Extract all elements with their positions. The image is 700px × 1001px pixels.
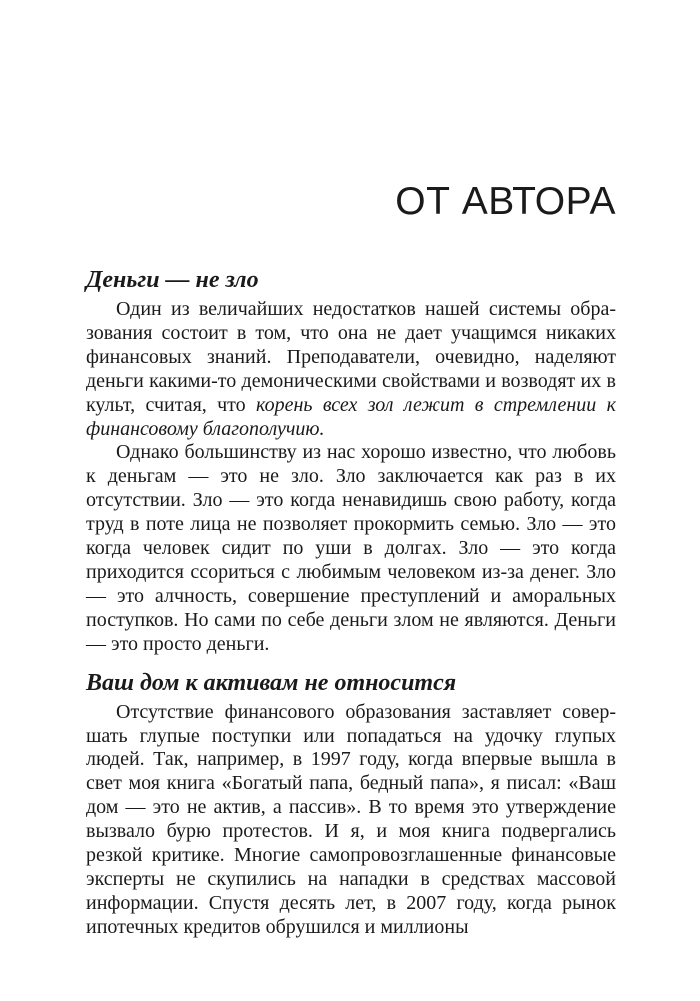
section-heading-money-not-evil: Деньги — не зло [86, 267, 259, 293]
chapter-title: ОТ АВТОРА [395, 180, 616, 223]
section-heading-house-not-asset: Ваш дом к активам не относится [86, 669, 457, 696]
paragraph-text: Один из величайших недостатков нашей системы образования состоит в том, что она не дает учащимся никаких финансовых знаний. Преподаватели, очевидно, наделяют деньги какими-то демоническими свойствами и возводят их в культ, считая, что [86, 298, 616, 416]
page-body [86, 262, 616, 940]
paragraph-text: Однако большинству из нас хорошо известно, что любовь к деньгам — это не зло. Зло заключается как раз в их отсутствии. Зло — это когда ненавидишь свою работу, когда труд в поте лица не позволяет прокормить семью. Зло — это когда человек сидит по уши в долгах. Зло — это когда приходится ссориться с любимым человеком из-за денег. Зло — это алчность, совершение преступлений и аморальных поступков. Но сами по себе деньги злом не являются. Деньги — это просто деньги. [86, 441, 616, 655]
paragraph-text: Отсутствие финансового образования заставляет совершать глупые поступки или попадаться на удочку глупых людей. Так, например, в 1997 году, когда впервые вышла в свет моя книга «Богатый папа, бедный папа», я писал: «Ваш дом — это не актив, а пассив». В то время это утверждение вызвало бурю протестов. И я, и моя книга подвергались резкой критике. Многие самопровозглашенные финансовые эксперты не скупились на нападки в средствах массовой информации. Спустя десять лет, в 2007 году, когда рынок ипотечных кредитов обрушился и миллионы [86, 700, 616, 938]
paragraph-financial-education [86, 701, 616, 940]
paragraph-education-flaw [86, 298, 616, 441]
paragraph-emphasis: корень всех зол лежит в стремлении к финансовому благополучию. [86, 393, 616, 440]
paragraph-love-of-money [86, 441, 616, 656]
